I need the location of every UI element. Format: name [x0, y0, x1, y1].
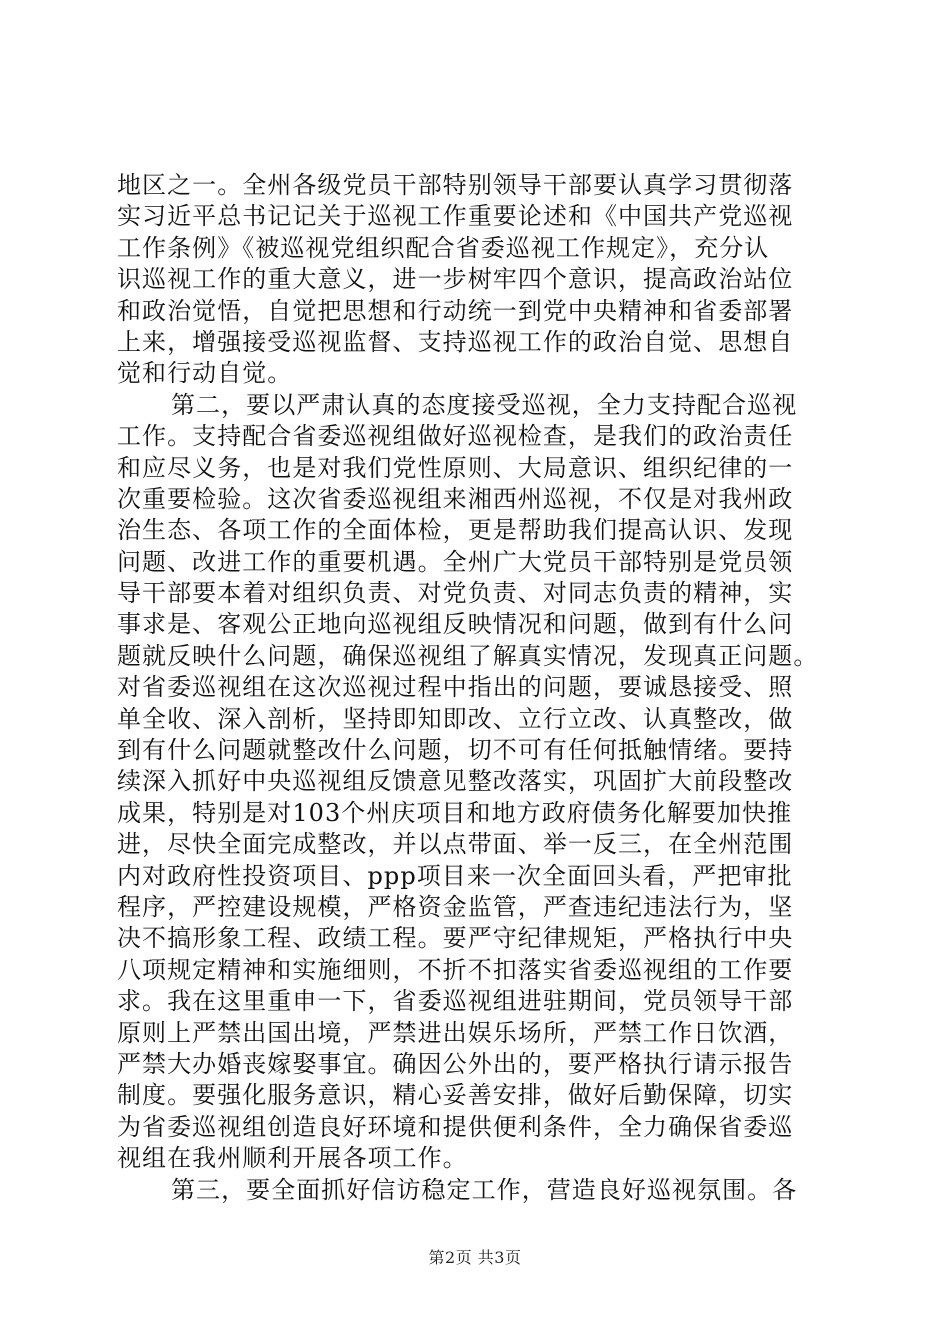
text-line: 识巡视工作的重大意义，进一步树牢四个意识，提高政治站位 [117, 265, 794, 294]
text-line: 治生态、各项工作的全面体检，更是帮助我们提高认识、发现 [117, 516, 794, 545]
page-footer: 第2页 共3页 [428, 1248, 522, 1267]
text-line: 第二，要以严肃认真的态度接受巡视，全力支持配合巡视 [171, 390, 798, 419]
text-line: 续深入抓好中央巡视组反馈意见整改落实，巩固扩大前段整改 [117, 767, 794, 796]
body-text [117, 170, 837, 1206]
text-line: 实习近平总书记记关于巡视工作重要论述和《中国共产党巡视 [117, 202, 794, 231]
text-line: 次重要检验。这次省委巡视组来湘西州巡视，不仅是对我州政 [117, 484, 794, 513]
text-line: 工作条例》《被巡视党组织配合省委巡视工作规定》，充分认 [117, 233, 770, 262]
text-line: 和应尽义务，也是对我们党性原则、大局意识、组织纪律的一 [117, 453, 794, 482]
text-line: 严禁大办婚丧嫁娶事宜。确因公外出的，要严格执行请示报告 [117, 1049, 794, 1078]
text-line: 对省委巡视组在这次巡视过程中指出的问题，要诚恳接受、照 [117, 673, 794, 702]
text-line: 内对政府性投资项目、ppp项目来一次全面回头看，严把审批 [117, 861, 793, 890]
text-line: 和政治觉悟，自觉把思想和行动统一到党中央精神和省委部署 [117, 296, 794, 325]
text-line: 事求是、客观公正地向巡视组反映情况和问题，做到有什么问 [117, 610, 794, 639]
text-line: 成果，特别是对103个州庆项目和地方政府债务化解要加快推 [117, 798, 793, 827]
text-line: 为省委巡视组创造良好环境和提供便利条件，全力确保省委巡 [117, 1112, 794, 1141]
text-line: 程序，严控建设规模，严格资金监管，严查违纪违法行为，坚 [117, 892, 794, 921]
text-line: 觉和行动自觉。 [117, 359, 293, 388]
text-line: 视组在我州顺利开展各项工作。 [117, 1144, 468, 1173]
text-line: 求。我在这里重申一下，省委巡视组进驻期间，党员领导干部 [117, 987, 794, 1016]
text-line: 原则上严禁出国出境，严禁进出娱乐场所，严禁工作日饮酒， [117, 1018, 794, 1047]
text-line: 导干部要本着对组织负责、对党负责、对同志负责的精神，实 [117, 579, 794, 608]
text-line: 问题、改进工作的重要机遇。全州广大党员干部特别是党员领 [117, 547, 794, 576]
text-line: 到有什么问题就整改什么问题，切不可有任何抵触情绪。要持 [117, 736, 794, 765]
text-line: 进，尽快全面完成整改，并以点带面、举一反三，在全州范围 [117, 830, 794, 859]
text-line: 第三，要全面抓好信访稳定工作，营造良好巡视氛围。各 [171, 1175, 798, 1204]
text-line: 决不搞形象工程、政绩工程。要严守纪律规矩，严格执行中央 [117, 924, 794, 953]
text-line: 上来，增强接受巡视监督、支持巡视工作的政治自觉、思想自 [117, 327, 794, 356]
text-line: 制度。要强化服务意识，精心妥善安排，做好后勤保障，切实 [117, 1081, 794, 1110]
text-line: 题就反映什么问题，确保巡视组了解真实情况，发现真正问题。 [117, 641, 819, 670]
text-line: 八项规定精神和实施细则，不折不扣落实省委巡视组的工作要 [117, 955, 794, 984]
text-line: 工作。支持配合省委巡视组做好巡视检查，是我们的政治责任 [117, 422, 794, 451]
text-line: 地区之一。全州各级党员干部特别领导干部要认真学习贯彻落 [117, 171, 794, 199]
text-line: 单全收、深入剖析，坚持即知即改、立行立改、认真整改，做 [117, 704, 794, 733]
